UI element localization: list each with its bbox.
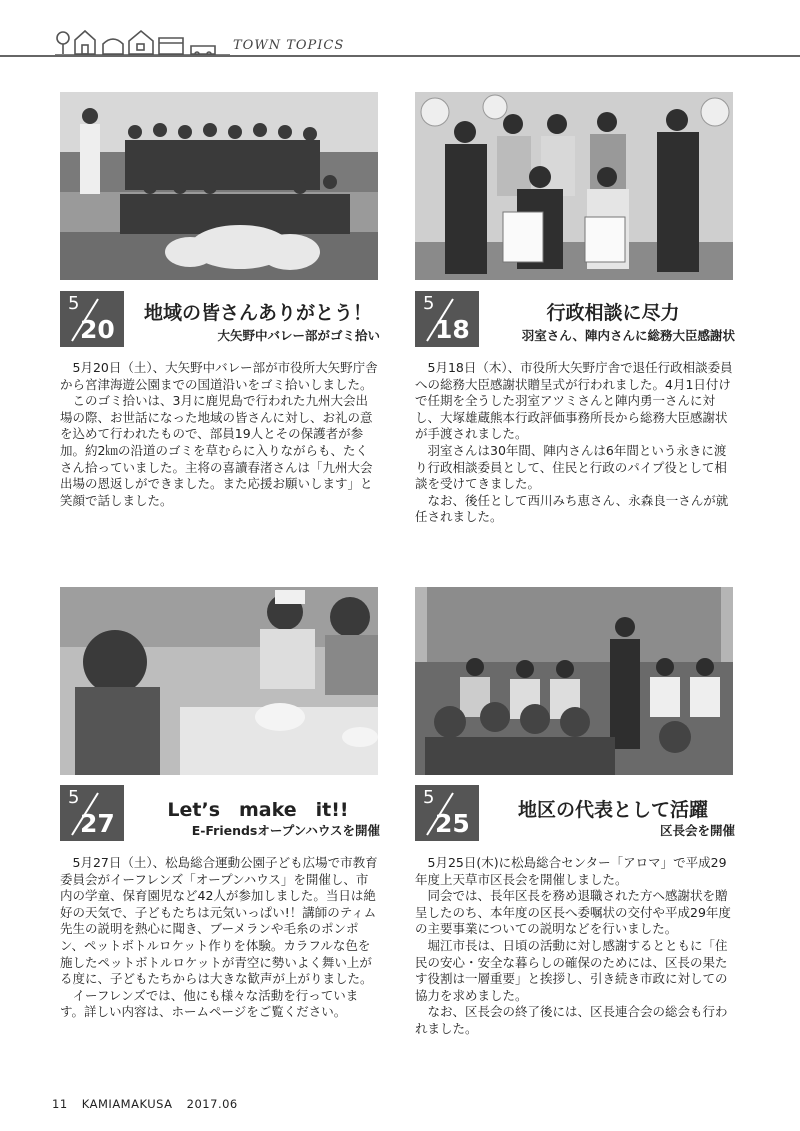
date-badge	[415, 291, 479, 347]
date-day: 25	[435, 809, 470, 838]
article-paragraph: このゴミ拾いは、3月に鹿児島で行われた九州大会出場の際、お世話になった地域の皆さんに対し、お礼の意を込めて行われたもので、部員19人とその保護者が参加。約2㎞の沿道のゴミを草むらに入りながらも、たくさん拾っていました。主将の喜讀春渚さんは「九州大会出場の恩返しができました。また応援お願いします」と笑顔で話しました。	[60, 393, 373, 508]
date-month: 5	[423, 787, 435, 808]
article-body	[60, 855, 380, 1021]
article-subtitle: E-Friendsオープンハウスを開催	[191, 823, 380, 838]
article-paragraph: 5月27日（土）、松島総合運動公園子ども広場で市教育委員会がイーフレンズ「オープンハウス」を開催し、市内の学童、保育園児など42人が参加しました。当日は絶好の天気で、子どもたちは元気いっぱい!！講師のティム先生の説明を熱心に聞き、ブーメランや毛糸のポンポン、ペットボトルロケット作りを体験。カラフルな色を施したペットボトルロケットが青空に勢いよく舞い上がる度に、子どもたちからは大きな歓声が上がりました。	[60, 855, 378, 987]
article-5-20	[60, 92, 380, 562]
article-title: 行政相談に尽力	[546, 302, 680, 324]
page-header	[0, 0, 800, 60]
magazine-name: KAMIAMAKUSA	[81, 1097, 173, 1111]
article-paragraph: イーフレンズでは、他にも様々な活動を行っています。詳しい内容は、ホームページをご覧ください。	[60, 987, 359, 1020]
article-5-18	[415, 92, 735, 562]
date-badge	[415, 785, 479, 841]
photo-district-meeting	[415, 587, 733, 775]
date-badge	[60, 785, 124, 841]
article-paragraph: 同会では、長年区長を務め退職された方へ感謝状を贈呈したのち、本年度の区長へ委嘱状の交付や平成29年度の主要事業についての説明などを行いました。	[415, 888, 731, 937]
photo-award-ceremony	[415, 92, 733, 280]
article-paragraph: 堀江市長は、日頃の活動に対し感謝するとともに「住民の安心・安全な暮らしの確保のためには、区長の果たす役割は一層重要」と挨拶し、引き続き市政に対しての協力を求めました。	[415, 937, 728, 1003]
photo-children-crafts	[60, 587, 378, 775]
date-day: 18	[435, 315, 470, 344]
date-day: 27	[80, 809, 115, 838]
town-houses-icon	[55, 26, 230, 56]
article-paragraph: 5月18日（木）、市役所大矢野庁舎で退任行政相談委員への総務大臣感謝状贈呈式が行われました。4月1日付けで任期を全うした羽室アツミさんと陣内勇一さんに対し、大塚雄蔵熊本行政評価事務所長から総務大臣感謝状が手渡されました。	[415, 360, 733, 442]
date-month: 5	[68, 293, 80, 314]
article-title: Let’s make it!!	[167, 799, 349, 821]
date-month: 5	[423, 293, 435, 314]
article-subtitle: 区長会を開催	[659, 823, 735, 838]
article-paragraph: 5月20日（土）、大矢野中バレー部が市役所大矢野庁舎から宮津海遊公園までの国道沿いをゴミ拾いしました。	[60, 360, 378, 392]
article-5-25	[415, 587, 735, 1077]
article-subtitle: 大矢野中バレー部がゴミ拾い	[217, 328, 380, 343]
article-paragraph: なお、区長会の終了後には、区長連合会の総会も行われました。	[415, 1004, 728, 1036]
article-paragraph: なお、後任として西川みち恵さん、永森良一さんが就任されました。	[415, 492, 729, 525]
article-subtitle: 羽室さん、陣内さんに総務大臣感謝状	[521, 328, 735, 343]
article-title: 地区の代表として活躍	[517, 799, 708, 821]
article-body	[415, 360, 735, 526]
header-rule	[0, 55, 800, 57]
date-day: 20	[80, 315, 115, 344]
article-title: 地域の皆さんありがとう！	[143, 302, 372, 324]
issue-date: 2017.06	[186, 1097, 238, 1111]
page-number: 11	[52, 1097, 68, 1111]
article-paragraph: 羽室さんは30年間、陣内さんは6年間という永きに渡り行政相談委員として、住民と行政のパイプ役として相談を受けてきました。	[415, 442, 727, 492]
date-badge	[60, 291, 124, 347]
date-month: 5	[68, 787, 80, 808]
photo-volleyball-team	[60, 92, 378, 280]
article-body	[60, 360, 380, 509]
article-paragraph: 5月25日(木)に松島総合センター「アロマ」で平成29年度上天草市区長会を開催しました。	[415, 855, 727, 887]
header-title: TOWN TOPICS	[233, 38, 345, 53]
article-5-27	[60, 587, 380, 1077]
article-body	[415, 855, 735, 1038]
page-footer	[52, 1097, 248, 1111]
